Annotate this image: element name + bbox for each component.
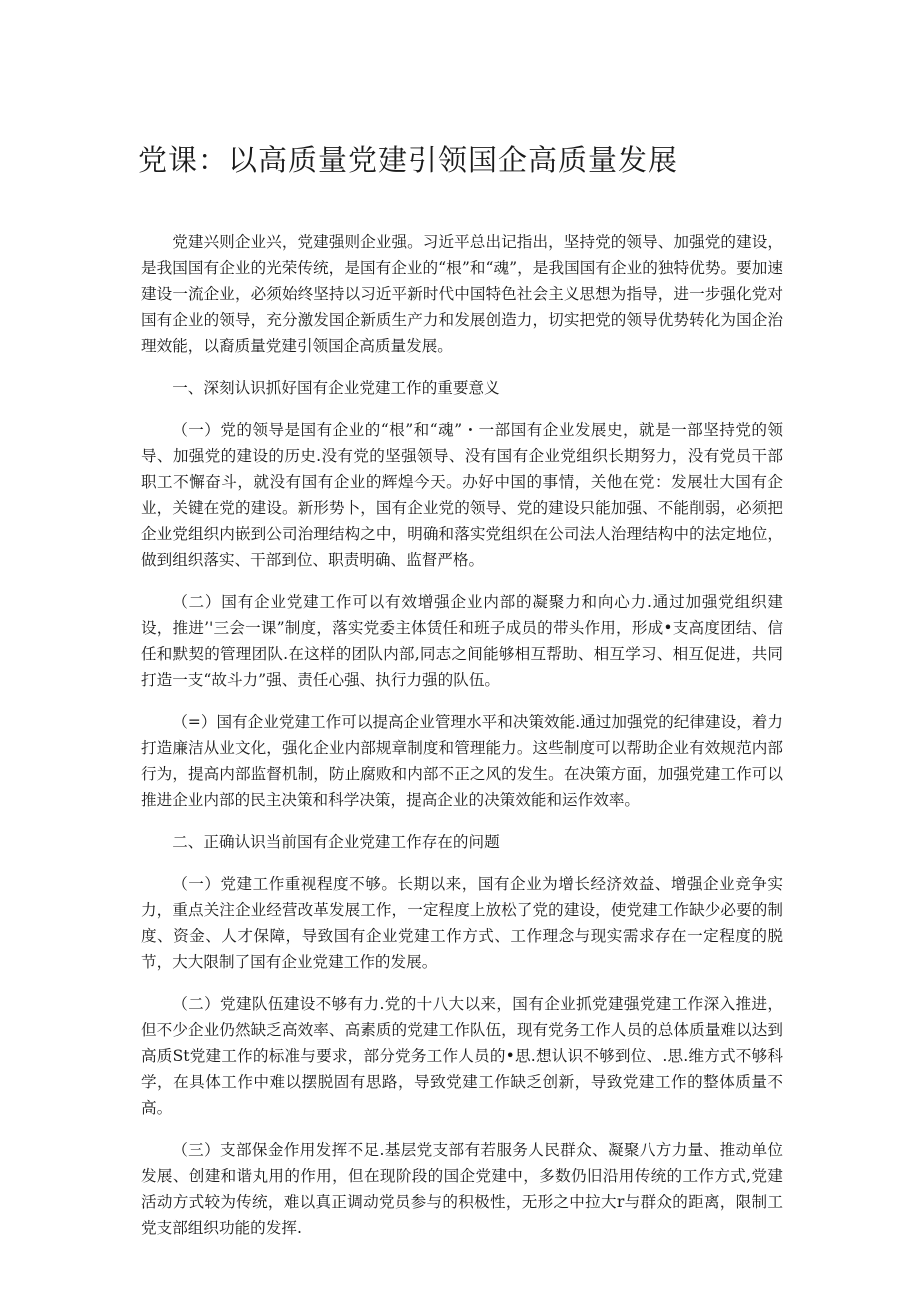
section2-paragraph-1: （一）党建工作重视程度不够。长期以来，国有企业为增长经济效益、增强企业竞争实力，重点关注企业经营改革发展工作，一定程度上放松了党的建设，使党建工作缺少必要的制度、资金、人才保障，导致国有企业党建工作方式、工作理念与现实需求存在一定程度的脱节，大大限制了国有企业党建工作的发展。 bbox=[141, 875, 783, 971]
intro-paragraph: 党建兴则企业兴，党建强则企业强。习近平总出记指出，坚持党的领导、加强党的建设，是我国国有企业的光荣传统，是国有企业的“根”和“魂”，是我国国有企业的独特优势。要加速建设一流企业，必须始终坚持以习近平新时代中国特色社会主义思想为指导，进一步强化党对国有企业的领导，充分激发国企新质生产力和发展创造力，切实把党的领导优势转化为国企治理效能，以裔质量党建引领国企高质量发展。 bbox=[141, 233, 783, 355]
section-heading-1: 一、深刻认识抓好国有企业党建工作的重要意义 bbox=[172, 379, 500, 397]
section2-paragraph-2: （二）党建队伍建设不够有力.党的十八大以来，国有企业抓党建强党建工作深入推进，但不少企业仍然缺乏高效率、高素质的党建工作队伍，现有党务工作人员的总体质量难以达到高质St党建工作的标准与要求，部分党务工作人员的•思.想认识不够到位、.思.维方式不够科学，在具体工作中难以摆脱固有思路，导致党建工作缺乏创新，导致党建工作的整体质量不高。 bbox=[141, 995, 783, 1117]
document-title: 党课：以高质量党建引领国企高质量发展 bbox=[138, 143, 679, 177]
section1-paragraph-2: （二）国有企业党建工作可以有效增强企业内部的凝聚力和向心力.通过加强党组织建设，推进’'三会一课”制度，落实党委主体赁任和班子成员的带头作用，形成•支高度团结、信任和默契的管理团队.在这样的团队内部,同志之间能够相互帮助、相互学习、相互促进，共同打造一支“故斗力”强、责任心强、执行力强的队伍。 bbox=[141, 593, 783, 689]
section1-paragraph-3: （=）国有企业党建工作可以提高企业管理水平和决策效能.通过加强党的纪律建设，着力打造廉洁从业文化，强化企业内部规章制度和管理能力。这些制度可以帮助企业有效规范内部行为，提高内部监督机制，防止腐败和内部不正之风的发生。在决策方面，加强党建工作可以推进企业内部的民主决策和科学决策，提高企业的决策效能和运作效率。 bbox=[141, 713, 783, 809]
document-body bbox=[141, 229, 783, 1241]
section1-paragraph-1: （一）党的领导是国有企业的“根”和“魂”・一部国有企业发展史，就是一部坚持党的领导、加强党的建设的历史.没有党的坚强领导、没有国有企业党组织长期努力，没有党员干部职工不懈奋斗，就没有国有企业的辉煌今天。办好中国的事情，关他在党：发展壮大国有企业，关键在党的建设。新形势卜，国有企业党的领导、党的建设只能加强、不能削弱，必须把企业党组织内嵌到公司治理结构之中，明确和落实党组织在公司法人治理结构中的法定地位，做到组织落实、干部到位、职责明确、监督严格。 bbox=[141, 421, 783, 569]
section2-paragraph-3: （三）支部保金作用发挥不足.基层党支部有若服务人民群众、凝聚八方力量、推动单位发展、创建和谐丸用的作用，但在现阶段的国企党建中，多数仍旧沿用传统的工作方式,党建活动方式较为传统，难以真正调动党员参与的积极性，无形之中拉大r与群众的距离，限制工党支部组织功能的发挥. bbox=[141, 1141, 783, 1237]
section-heading-2: 二、正确认识当前国有企业党建工作存在的问题 bbox=[172, 833, 500, 851]
